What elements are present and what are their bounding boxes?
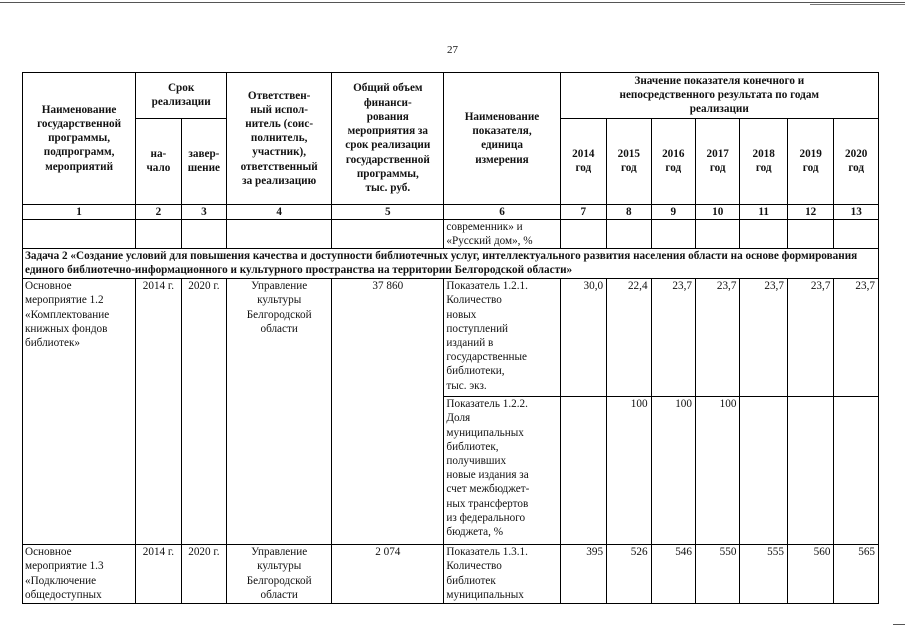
value-cell: 395 — [560, 545, 606, 604]
empty-cell — [651, 219, 695, 248]
column-numbers-row — [23, 204, 879, 219]
value-cell: 23,7 — [834, 279, 879, 397]
column-number: 13 — [834, 204, 879, 219]
header-year: 2015 год — [607, 118, 651, 204]
header-term: Срок реализации — [136, 73, 227, 119]
end-year: 2020 г. — [181, 545, 226, 604]
column-number: 9 — [651, 204, 695, 219]
header-responsible: Ответствен- ный испол- нитель (соис- полнитель, участник), ответственный за реализацию — [227, 73, 332, 205]
start-year: 2014 г. — [136, 545, 181, 604]
column-number: 4 — [227, 204, 332, 219]
end-year: 2020 г. — [181, 279, 226, 545]
scan-mark — [893, 624, 905, 625]
column-number: 10 — [695, 204, 739, 219]
header-year: 2019 год — [787, 118, 833, 204]
column-number: 5 — [332, 204, 444, 219]
scan-line-short — [810, 4, 905, 5]
column-number: 1 — [23, 204, 136, 219]
scan-top-border — [0, 0, 905, 6]
program-table — [22, 72, 879, 604]
empty-cell — [227, 219, 332, 248]
value-cell: 100 — [607, 397, 651, 545]
header-values: Значение показателя конечного и непосредственного результата по годам реализации — [560, 73, 878, 119]
empty-cell — [560, 219, 606, 248]
empty-cell — [607, 219, 651, 248]
activity-name: Основное мероприятие 1.3 «Подключение общедоступных — [23, 545, 136, 604]
value-cell: 550 — [695, 545, 739, 604]
value-cell: 23,7 — [740, 279, 787, 397]
value-cell: 23,7 — [695, 279, 739, 397]
value-cell: 22,4 — [607, 279, 651, 397]
empty-cell — [740, 219, 787, 248]
scan-line — [0, 2, 905, 3]
empty-cell — [181, 219, 226, 248]
value-cell: 23,7 — [651, 279, 695, 397]
column-number: 11 — [740, 204, 787, 219]
empty-cell — [695, 219, 739, 248]
value-cell — [834, 397, 879, 545]
activity-name: Основное мероприятие 1.2 «Комплектование книжных фондов библиотек» — [23, 279, 136, 545]
empty-cell — [136, 219, 181, 248]
task-row — [23, 249, 879, 279]
value-cell — [740, 397, 787, 545]
value-cell: 100 — [695, 397, 739, 545]
page-number: 27 — [447, 44, 458, 56]
value-cell: 546 — [651, 545, 695, 604]
responsible-executor: Управление культуры Белгородской области — [227, 545, 332, 604]
funding-volume: 2 074 — [332, 545, 444, 604]
column-number: 6 — [444, 204, 560, 219]
column-number: 8 — [607, 204, 651, 219]
table-row — [23, 545, 879, 604]
header-year: 2018 год — [740, 118, 787, 204]
start-year: 2014 г. — [136, 279, 181, 545]
column-number: 7 — [560, 204, 606, 219]
header-year: 2017 год — [695, 118, 739, 204]
value-cell — [560, 397, 606, 545]
header-year: 2014 год — [560, 118, 606, 204]
value-cell: 565 — [834, 545, 879, 604]
task-heading: Задача 2 «Создание условий для повышения качества и доступности библиотечных услуг, интеллектуального развития населения области на основе формирования единого библиотечно-информационного и культурного пространства на территории Белгородской области» — [23, 249, 879, 279]
header-start: на- чало — [136, 118, 181, 204]
empty-cell — [834, 219, 879, 248]
table-row — [23, 279, 879, 397]
header-end: завер- шение — [181, 118, 226, 204]
header-indicator: Наименование показателя, единица измерения — [444, 73, 560, 205]
value-cell: 560 — [787, 545, 833, 604]
funding-volume: 37 860 — [332, 279, 444, 545]
empty-cell — [787, 219, 833, 248]
value-cell: 30,0 — [560, 279, 606, 397]
empty-cell — [332, 219, 444, 248]
continuation-row — [23, 219, 879, 248]
header-year: 2016 год — [651, 118, 695, 204]
indicator-cell: современник» и «Русский дом», % — [444, 219, 560, 248]
indicator-cell: Показатель 1.2.1. Количество новых поступлений изданий в государственные библиотеки, тыс. экз. — [444, 279, 560, 397]
value-cell: 23,7 — [787, 279, 833, 397]
empty-cell — [23, 219, 136, 248]
value-cell: 100 — [651, 397, 695, 545]
value-cell: 526 — [607, 545, 651, 604]
value-cell: 555 — [740, 545, 787, 604]
column-number: 2 — [136, 204, 181, 219]
column-number: 12 — [787, 204, 833, 219]
column-number: 3 — [181, 204, 226, 219]
header-funding-volume: Общий объем финанси- рования мероприятия за срок реализации государственной программы, тыс. руб. — [332, 73, 444, 205]
indicator-cell: Показатель 1.3.1. Количество библиотек муниципальных — [444, 545, 560, 604]
responsible-executor: Управление культуры Белгородской области — [227, 279, 332, 545]
value-cell — [787, 397, 833, 545]
header-year: 2020 год — [834, 118, 879, 204]
header-program-name: Наименование государственной программы, подпрограмм, мероприятий — [23, 73, 136, 205]
indicator-cell: Показатель 1.2.2. Доля муниципальных библиотек, получивших новые издания за счет межбюджет- ных трансфертов из федерального бюджета, % — [444, 397, 560, 545]
